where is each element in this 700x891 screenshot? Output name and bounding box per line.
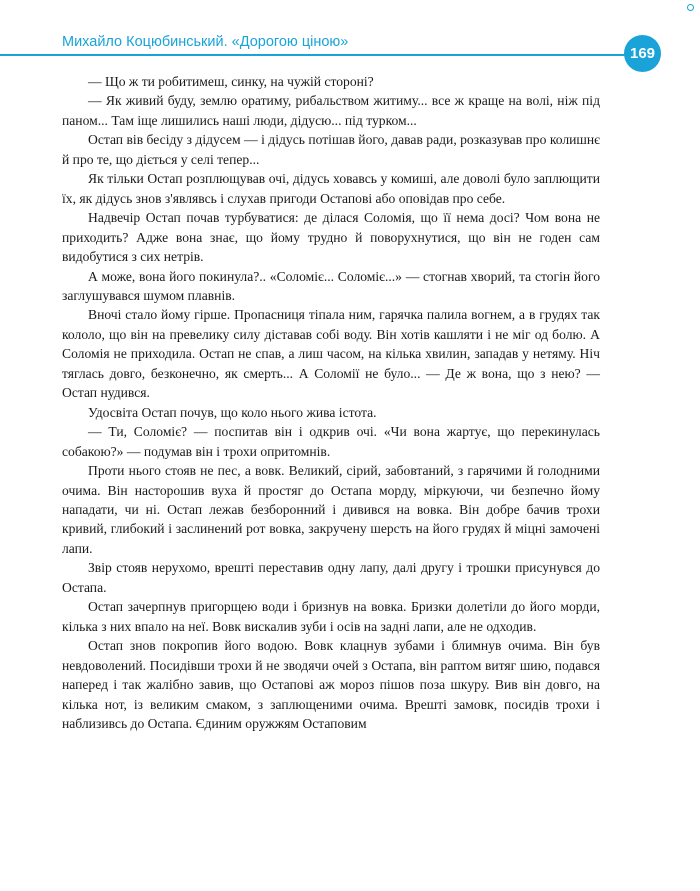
- page-number-badge: 169: [624, 35, 661, 72]
- paragraph: А може, вона його покинула?.. «Соломіє... Соломіє...» — стогнав хворий, та стогін його заглушувався шумом плавнів.: [62, 268, 600, 303]
- header-divider: [0, 54, 628, 56]
- paragraph: Проти нього стояв не пес, а вовк. Великий, сірий, забовтаний, з гарячими й голодними очима. Він насторошив вуха й простяг до Остапа морду, міркуючи, чи безпечно йому нападати, чи ні. Остап лежав безборонний і дивився на вовка. Він добре бачив трохи кривий, глибокий і заслинений рот вовка, закручену шерсть на його грудях й міцні замочені лапи.: [62, 463, 600, 556]
- paragraph: Удосвіта Остап почув, що коло нього жива істота.: [88, 404, 377, 420]
- running-header-title: Михайло Коцюбинський. «Дорогою ціною»: [62, 34, 349, 50]
- paragraph: Остап вів бесіду з дідусем — і дідусь потішав його, давав ради, розказував про колишнє й про те, що діється у селі тепер...: [62, 132, 600, 167]
- paragraph: Звір стояв нерухомо, врешті переставив одну лапу, далі другу і трошки присунувся до Остапа.: [62, 560, 600, 595]
- corner-logo: [687, 4, 694, 11]
- paragraph: — Ти, Соломіє? — поспитав він і одкрив очі. «Чи вона жартує, що перекинулась собакою?» — подумав він і трохи опритомнів.: [62, 424, 600, 459]
- paragraph: Як тільки Остап розплющував очі, дідусь ховавсь у комиші, але доволі було заплющити їх, як дідусь знов з'являвсь і слухав пригоди Остапові або оповідав про себе.: [62, 171, 600, 206]
- paragraph: — Що ж ти робитимеш, синку, на чужій стороні?: [88, 74, 374, 89]
- paragraph: Остап знов покропив його водою. Вовк клацнув зубами і блимнув очима. Він був невдоволений. Посидівши трохи й не зводячи очей з Остапа, він раптом витяг шию, подався наперед і так жалібно завив, що Остапові аж мороз пішов поза шкуру. Вив він довго, на кілька нот, із великим смаком, з заплющеними очима. Врешті замовк, посидів трохи і наблизивсь до Остапа. Єдиним оружжям Остаповим: [62, 638, 600, 731]
- paragraph: Вночі стало йому гірше. Пропасниця тіпала ним, гарячка палила вогнем, а в грудях так кололо, що він на превелику силу діставав собі воду. Він хотів кашляти і не міг од болю. А Соломія не приходила. Остап не спав, а лиш часом, на кілька хвилин, западав у нетяму. Ніч тяглась довго, безконечно, як смерть... А Соломії не було... — Де ж вона, що з нею? — Остап нудився.: [62, 307, 600, 401]
- body-text: [62, 72, 600, 733]
- paragraph: — Як живий буду, землю оратиму, рибальством житиму... все ж краще на волі, ніж під паном... Там іще лишились наші люди, дідусю... під турком...: [62, 93, 600, 128]
- circle-icon: [687, 4, 694, 11]
- paragraph: Надвечір Остап почав турбуватися: де ділася Соломія, що її нема досі? Чом вона не приходить? Адже вона знає, що йому трудно й поворухнутися, що він не годен сам видобутися з сих нетрів.: [62, 210, 600, 265]
- paragraph: Остап зачерпнув пригорщею води і бризнув на вовка. Бризки долетіли до його морди, кілька з них впало на неї. Вовк вискалив зуби і осів на задні лапи, але не одходив.: [62, 599, 600, 634]
